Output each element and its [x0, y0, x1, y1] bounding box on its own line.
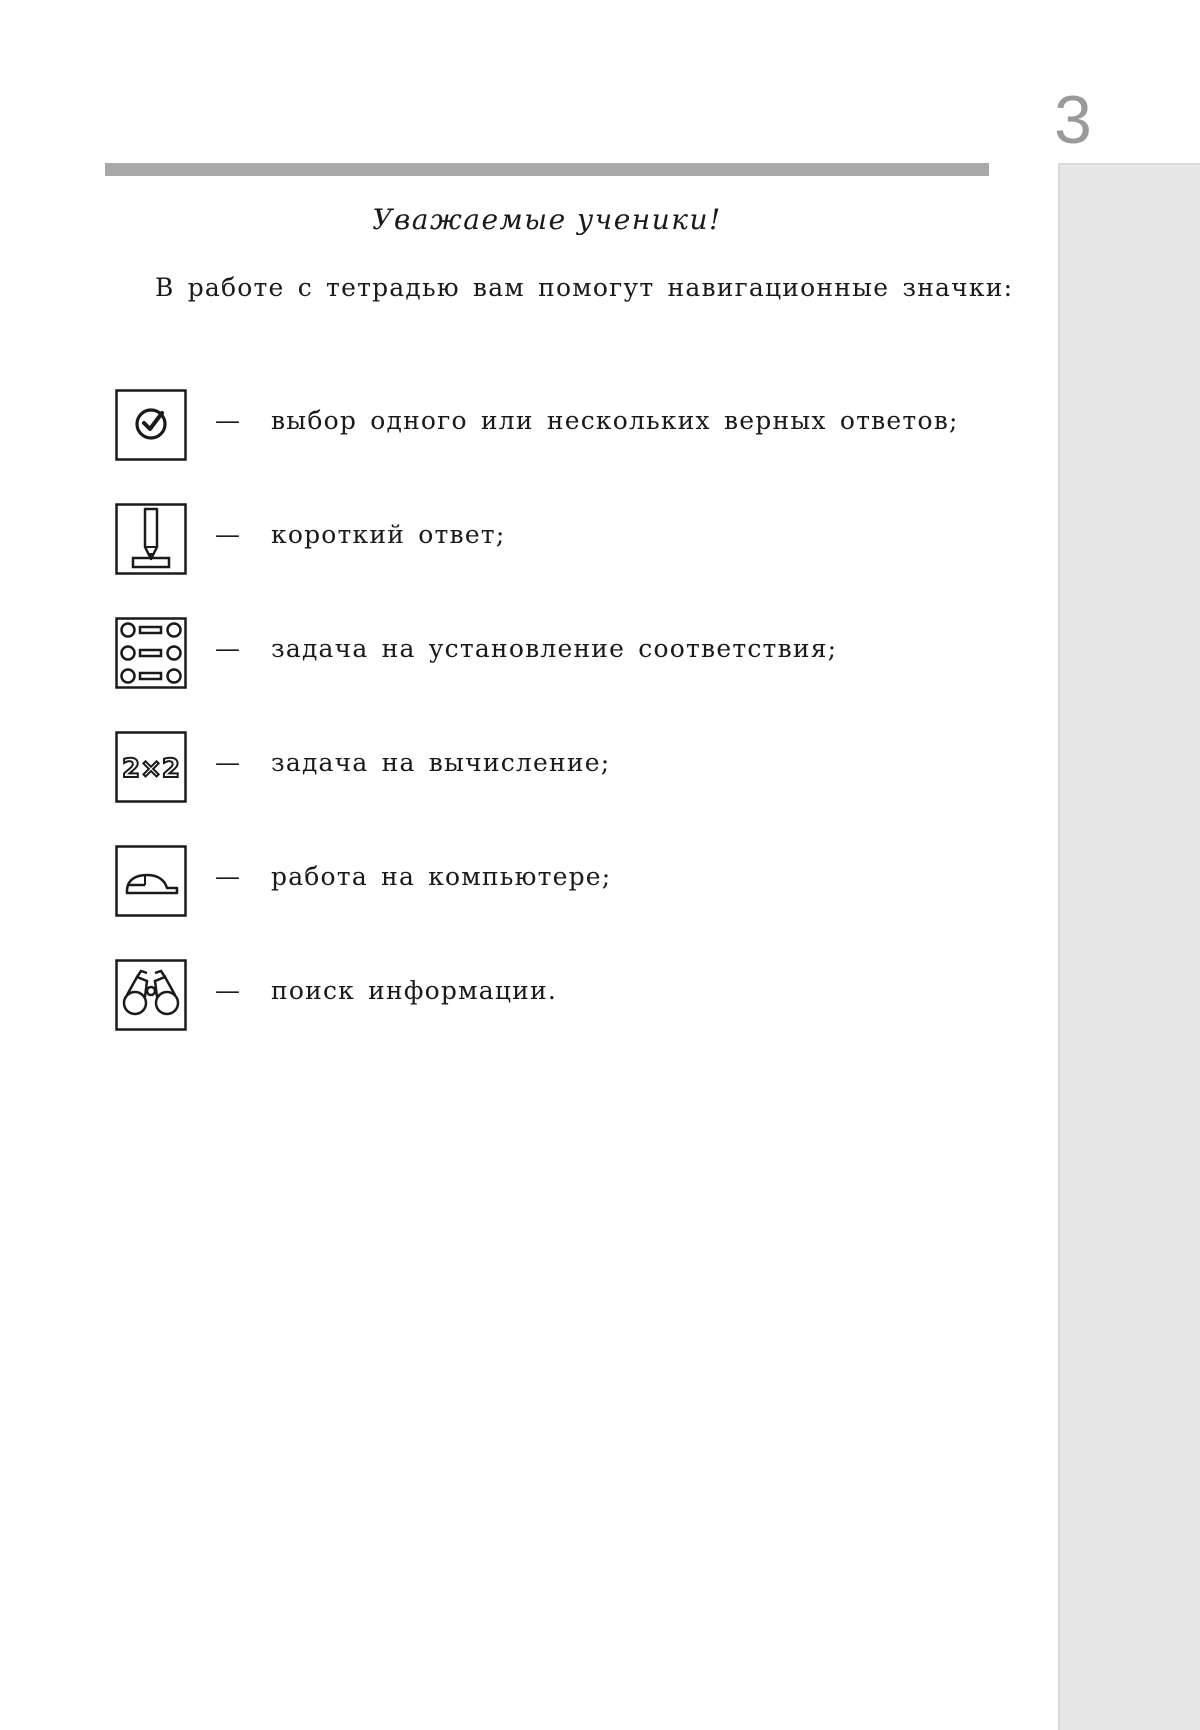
legend-item [115, 959, 1015, 1031]
legend-description: короткий ответ; [271, 520, 506, 549]
matching-icon [115, 617, 187, 689]
top-rule [105, 163, 989, 176]
legend-item [115, 617, 1015, 689]
legend-item [115, 845, 1015, 917]
legend-dash: — [215, 862, 240, 891]
legend-dash: — [215, 520, 240, 549]
legend-description: задача на вычисление; [271, 748, 611, 777]
pencil-icon [115, 503, 187, 575]
legend-description: работа на компьютере; [271, 862, 612, 891]
side-strip [1058, 163, 1200, 1730]
check-circle-icon [115, 389, 187, 461]
intro-text: В работе с тетрадью вам помогут навигационные значки: [155, 273, 1014, 302]
calculation-icon [115, 731, 187, 803]
computer-mouse-icon [115, 845, 187, 917]
legend-item [115, 731, 1015, 803]
greeting-heading: Уважаемые ученики! [372, 203, 722, 236]
legend-item [115, 503, 1015, 575]
icon-legend [115, 389, 1015, 1073]
page-number: 3 [1054, 82, 1092, 158]
legend-description: поиск информации. [271, 976, 557, 1005]
legend-description: выбор одного или нескольких верных ответов; [271, 406, 959, 435]
legend-description: задача на установление соответствия; [271, 634, 838, 663]
legend-dash: — [215, 406, 240, 435]
legend-dash: — [215, 634, 240, 663]
legend-item [115, 389, 1015, 461]
binoculars-icon [115, 959, 187, 1031]
calculation-icon-label: 2×2 [122, 754, 180, 784]
legend-dash: — [215, 976, 240, 1005]
legend-dash: — [215, 748, 240, 777]
